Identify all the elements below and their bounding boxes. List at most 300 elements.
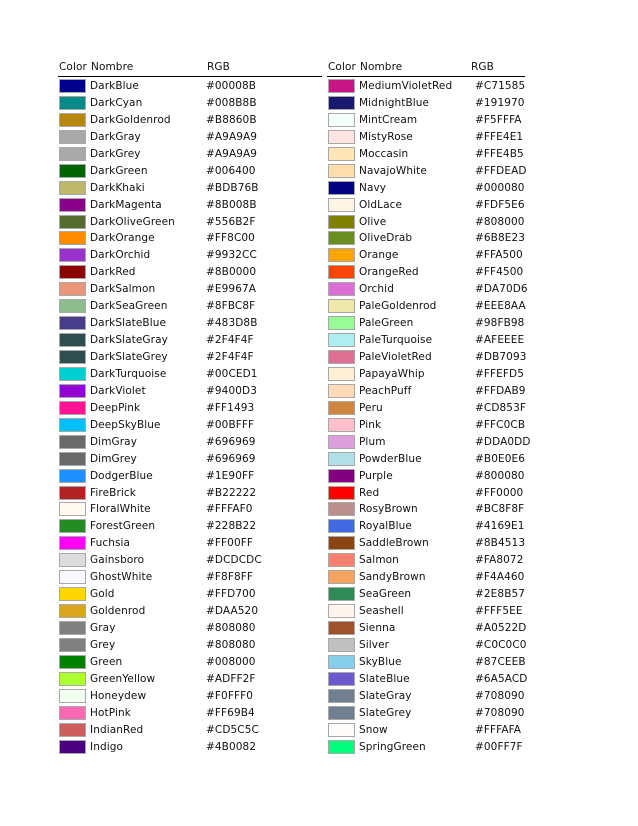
- color-row: [58, 620, 330, 637]
- color-row: [58, 129, 330, 146]
- color-row: [327, 671, 599, 688]
- color-swatch: [328, 553, 355, 567]
- color-swatch: [328, 316, 355, 330]
- color-hex-value: #FFD700: [206, 588, 256, 601]
- color-hex-value: #FFF5EE: [475, 605, 523, 618]
- color-row: [58, 180, 330, 197]
- color-swatch: [328, 96, 355, 110]
- color-row: [327, 705, 599, 722]
- color-name: DarkGreen: [90, 164, 148, 177]
- color-swatch: [59, 672, 86, 686]
- color-hex-value: #FF69B4: [206, 706, 255, 719]
- color-row: [327, 739, 599, 756]
- color-swatch: [59, 435, 86, 449]
- color-hex-value: #F4A460: [475, 571, 525, 584]
- color-swatch: [59, 723, 86, 737]
- color-swatch: [328, 113, 355, 127]
- color-hex-value: #EEE8AA: [475, 300, 526, 313]
- color-hex-value: #C71585: [475, 80, 526, 92]
- color-row: [58, 400, 330, 417]
- color-row: [327, 230, 599, 247]
- color-hex-value: #F8F8FF: [206, 571, 254, 584]
- color-hex-value: #B8860B: [206, 113, 257, 126]
- color-hex-value: #BC8F8F: [475, 503, 525, 516]
- color-row: [58, 197, 330, 214]
- color-name: DarkGrey: [90, 147, 141, 160]
- color-hex-value: #F0FFF0: [206, 689, 254, 702]
- color-hex-value: #00BFFF: [206, 418, 255, 431]
- color-swatch: [59, 706, 86, 720]
- color-name: DeepSkyBlue: [90, 418, 161, 431]
- color-row: [327, 264, 599, 281]
- color-row: [58, 332, 330, 349]
- color-hex-value: #A9A9A9: [206, 130, 258, 143]
- color-name: DarkGray: [90, 130, 141, 143]
- color-hex-value: #000080: [475, 181, 525, 194]
- color-name: DarkOrange: [90, 232, 155, 245]
- color-name: FireBrick: [90, 486, 136, 499]
- color-swatch: [59, 130, 86, 144]
- color-hex-value: #800080: [475, 469, 525, 482]
- color-swatch: [59, 215, 86, 229]
- color-swatch: [328, 231, 355, 245]
- color-hex-value: #2F4F4F: [206, 334, 254, 347]
- color-swatch: [328, 282, 355, 296]
- color-name: Gainsboro: [90, 554, 145, 567]
- color-swatch: [328, 570, 355, 584]
- color-swatch: [328, 502, 355, 516]
- color-hex-value: #FFA500: [475, 249, 523, 262]
- color-row: [327, 688, 599, 705]
- color-hex-value: #00008B: [206, 80, 257, 92]
- color-name: RoyalBlue: [359, 520, 412, 533]
- color-row: [58, 247, 330, 264]
- color-name: Pink: [359, 418, 382, 431]
- color-swatch: [59, 79, 86, 93]
- color-hex-value: #FA8072: [475, 554, 524, 567]
- color-name: RosyBrown: [359, 503, 418, 516]
- color-row: [58, 722, 330, 739]
- color-hex-value: #483D8B: [206, 317, 258, 330]
- color-row: [327, 654, 599, 671]
- color-hex-value: #9400D3: [206, 384, 257, 397]
- color-row: [327, 535, 599, 552]
- color-swatch: [328, 452, 355, 466]
- color-name: Orchid: [359, 283, 394, 296]
- color-name: DarkOrchid: [90, 249, 151, 262]
- color-name: Silver: [359, 638, 390, 651]
- color-hex-value: #808000: [475, 215, 525, 228]
- color-hex-value: #8B0000: [206, 266, 257, 279]
- color-hex-value: #DB7093: [475, 351, 527, 363]
- color-row: [327, 603, 599, 620]
- color-name: GreenYellow: [90, 672, 156, 685]
- color-row: [327, 620, 599, 637]
- color-row: [327, 349, 599, 366]
- color-swatch: [59, 248, 86, 262]
- color-row: [327, 722, 599, 739]
- color-swatch: [59, 299, 86, 313]
- header-name-label-left: Nombre: [91, 61, 134, 73]
- color-swatch: [59, 553, 86, 567]
- color-name: Purple: [359, 469, 393, 482]
- color-hex-value: #A0522D: [475, 622, 527, 634]
- color-name: OliveDrab: [359, 232, 413, 245]
- color-name: MediumVioletRed: [359, 80, 453, 92]
- color-swatch: [59, 367, 86, 381]
- color-hex-value: #FFDEAD: [475, 164, 527, 177]
- color-hex-value: #808080: [206, 638, 256, 651]
- color-swatch: [328, 164, 355, 178]
- color-hex-value: #CD5C5C: [206, 723, 259, 736]
- color-swatch: [328, 740, 355, 754]
- color-row: [58, 569, 330, 586]
- color-swatch: [59, 604, 86, 618]
- color-hex-value: #006400: [206, 164, 256, 177]
- color-hex-value: #00CED1: [206, 367, 258, 380]
- color-name: DodgerBlue: [90, 469, 153, 482]
- color-row: [327, 315, 599, 332]
- color-swatch: [59, 231, 86, 245]
- color-swatch: [328, 130, 355, 144]
- color-hex-value: #FF1493: [206, 401, 255, 414]
- color-row: [327, 637, 599, 654]
- color-row: [58, 417, 330, 434]
- color-name: DarkSlateBlue: [90, 317, 167, 330]
- color-row: [58, 230, 330, 247]
- color-swatch: [59, 570, 86, 584]
- color-row: [327, 552, 599, 569]
- color-name: SaddleBrown: [359, 537, 429, 550]
- color-hex-value: #E9967A: [206, 283, 257, 296]
- color-name: DarkBlue: [90, 80, 139, 92]
- color-name: DarkSeaGreen: [90, 300, 168, 313]
- color-name: DeepPink: [90, 401, 141, 414]
- color-name: Seashell: [359, 605, 404, 618]
- color-name: DarkViolet: [90, 384, 146, 397]
- color-swatch: [328, 147, 355, 161]
- color-row: [58, 739, 330, 756]
- color-row: [58, 349, 330, 366]
- color-hex-value: #DA70D6: [475, 283, 528, 296]
- color-swatch: [328, 215, 355, 229]
- color-row: [327, 112, 599, 129]
- color-swatch: [328, 689, 355, 703]
- color-name: OrangeRed: [359, 266, 419, 279]
- header-name-label-right: Nombre: [360, 61, 403, 73]
- color-row: [327, 78, 599, 95]
- color-swatch: [328, 418, 355, 432]
- color-hex-value: #B0E0E6: [475, 452, 526, 465]
- color-name: PeachPuff: [359, 384, 412, 397]
- color-hex-value: #DAA520: [206, 605, 259, 618]
- color-swatch: [328, 587, 355, 601]
- color-hex-value: #6B8E23: [475, 232, 526, 245]
- color-row: [58, 603, 330, 620]
- color-swatch: [59, 350, 86, 364]
- color-hex-value: #4169E1: [475, 520, 525, 533]
- color-name: Green: [90, 655, 123, 668]
- color-swatch: [59, 96, 86, 110]
- color-swatch: [328, 401, 355, 415]
- color-row: [327, 434, 599, 451]
- color-hex-value: #9932CC: [206, 249, 257, 262]
- color-row: [58, 366, 330, 383]
- color-name: Honeydew: [90, 689, 147, 702]
- color-row: [327, 501, 599, 518]
- color-row: [327, 298, 599, 315]
- color-row: [58, 552, 330, 569]
- color-hex-value: #DDA0DD: [475, 435, 531, 448]
- color-swatch: [59, 519, 86, 533]
- color-name: SkyBlue: [359, 655, 402, 668]
- color-name: PowderBlue: [359, 452, 422, 465]
- color-name: DarkCyan: [90, 96, 143, 109]
- header-rgb-label-right: RGB: [471, 61, 494, 73]
- color-row: [327, 569, 599, 586]
- color-row: [327, 400, 599, 417]
- color-name: GhostWhite: [90, 571, 153, 584]
- color-name: DarkGoldenrod: [90, 113, 171, 126]
- color-name: DimGray: [90, 435, 138, 448]
- color-row: [58, 468, 330, 485]
- color-hex-value: #708090: [475, 689, 525, 702]
- color-hex-value: #2F4F4F: [206, 351, 254, 363]
- header-rgb-label-left: RGB: [207, 61, 230, 73]
- color-swatch: [59, 333, 86, 347]
- color-name: Salmon: [359, 554, 399, 567]
- color-swatch: [59, 502, 86, 516]
- color-hex-value: #87CEEB: [475, 655, 526, 668]
- color-hex-value: #FDF5E6: [475, 198, 525, 211]
- color-swatch: [328, 536, 355, 550]
- color-name: DarkOliveGreen: [90, 215, 175, 228]
- color-swatch: [328, 79, 355, 93]
- color-name: Snow: [359, 723, 388, 736]
- color-hex-value: #191970: [475, 96, 525, 109]
- color-swatch: [59, 469, 86, 483]
- color-swatch: [328, 333, 355, 347]
- color-swatch: [59, 181, 86, 195]
- color-row: [327, 366, 599, 383]
- color-hex-value: #DCDCDC: [206, 554, 262, 567]
- color-swatch: [59, 401, 86, 415]
- color-row: [327, 214, 599, 231]
- color-hex-value: #FFE4E1: [475, 130, 524, 143]
- color-row: [327, 383, 599, 400]
- header-color-label-left: Color: [59, 61, 87, 73]
- color-name: Fuchsia: [90, 537, 131, 550]
- color-row: [327, 451, 599, 468]
- color-swatch: [59, 147, 86, 161]
- color-hex-value: #98FB98: [475, 317, 525, 330]
- color-row: [58, 315, 330, 332]
- color-row: [327, 417, 599, 434]
- color-row: [58, 501, 330, 518]
- color-name: DarkMagenta: [90, 198, 162, 211]
- color-hex-value: #ADFF2F: [206, 672, 256, 685]
- color-name: Indigo: [90, 740, 124, 753]
- color-swatch: [328, 299, 355, 313]
- color-row: [58, 298, 330, 315]
- color-hex-value: #2E8B57: [475, 588, 526, 601]
- color-hex-value: #8B008B: [206, 198, 257, 211]
- color-hex-value: #AFEEEE: [475, 334, 525, 347]
- color-swatch: [328, 638, 355, 652]
- color-swatch: [328, 519, 355, 533]
- color-hex-value: #FFFAFA: [475, 723, 522, 736]
- color-hex-value: #008000: [206, 655, 256, 668]
- color-name: SandyBrown: [359, 571, 426, 584]
- color-row: [58, 434, 330, 451]
- color-hex-value: #C0C0C0: [475, 638, 527, 651]
- color-table-right: [327, 78, 599, 756]
- color-swatch: [59, 198, 86, 212]
- color-hex-value: #008B8B: [206, 96, 257, 109]
- color-name: PaleVioletRed: [359, 351, 432, 363]
- color-swatch: [59, 282, 86, 296]
- color-row: [58, 95, 330, 112]
- color-name: PaleGreen: [359, 317, 414, 330]
- color-row: [58, 485, 330, 502]
- color-name: NavajoWhite: [359, 164, 427, 177]
- color-hex-value: #8FBC8F: [206, 300, 256, 313]
- color-name: FloralWhite: [90, 503, 151, 516]
- color-name: DarkKhaki: [90, 181, 145, 194]
- color-row: [58, 264, 330, 281]
- color-hex-value: #FF4500: [475, 266, 524, 279]
- header-color-label-right: Color: [328, 61, 356, 73]
- color-name: Olive: [359, 215, 387, 228]
- color-hex-value: #A9A9A9: [206, 147, 258, 160]
- color-name: SlateGrey: [359, 706, 412, 719]
- color-swatch: [328, 604, 355, 618]
- color-hex-value: #FFDAB9: [475, 384, 526, 397]
- color-hex-value: #696969: [206, 435, 256, 448]
- color-swatch: [328, 198, 355, 212]
- color-name: Goldenrod: [90, 605, 146, 618]
- color-name: MistyRose: [359, 130, 413, 143]
- color-swatch: [59, 164, 86, 178]
- color-hex-value: #FFFAF0: [206, 503, 253, 516]
- color-row: [327, 129, 599, 146]
- color-hex-value: #B22222: [206, 486, 257, 499]
- color-row: [327, 95, 599, 112]
- color-name: PapayaWhip: [359, 367, 425, 380]
- color-name: HotPink: [90, 706, 131, 719]
- color-row: [58, 78, 330, 95]
- header-divider-left: [58, 76, 322, 77]
- color-name: Plum: [359, 435, 386, 448]
- color-swatch: [328, 723, 355, 737]
- color-row: [58, 146, 330, 163]
- color-hex-value: #1E90FF: [206, 469, 255, 482]
- color-swatch: [59, 486, 86, 500]
- color-name: PaleGoldenrod: [359, 300, 437, 313]
- color-row: [58, 112, 330, 129]
- color-hex-value: #00FF7F: [475, 740, 523, 753]
- color-name: Grey: [90, 638, 116, 651]
- color-swatch: [328, 486, 355, 500]
- color-row: [58, 383, 330, 400]
- color-name: Red: [359, 486, 380, 499]
- color-row: [58, 654, 330, 671]
- color-swatch: [328, 350, 355, 364]
- color-swatch: [59, 316, 86, 330]
- color-row: [327, 586, 599, 603]
- color-swatch: [59, 740, 86, 754]
- color-name: Sienna: [359, 622, 396, 634]
- color-hex-value: #556B2F: [206, 215, 256, 228]
- color-hex-value: #FF0000: [475, 486, 524, 499]
- color-name: Gold: [90, 588, 115, 601]
- color-swatch: [59, 655, 86, 669]
- color-row: [58, 535, 330, 552]
- color-row: [327, 163, 599, 180]
- color-hex-value: #CD853F: [475, 401, 526, 414]
- color-name: SpringGreen: [359, 740, 426, 753]
- color-row: [58, 637, 330, 654]
- color-row: [58, 163, 330, 180]
- color-swatch: [59, 621, 86, 635]
- color-name: DarkRed: [90, 266, 136, 279]
- color-hex-value: #BDB76B: [206, 181, 259, 194]
- color-hex-value: #696969: [206, 452, 256, 465]
- color-hex-value: #FFEFD5: [475, 367, 525, 380]
- color-swatch: [328, 265, 355, 279]
- color-table-left: [58, 78, 330, 756]
- color-name: SlateBlue: [359, 672, 410, 685]
- color-hex-value: #8B4513: [475, 537, 526, 550]
- color-swatch: [59, 418, 86, 432]
- color-row: [327, 468, 599, 485]
- color-name: ForestGreen: [90, 520, 156, 533]
- color-swatch: [328, 384, 355, 398]
- color-name: Orange: [359, 249, 399, 262]
- color-row: [327, 247, 599, 264]
- color-swatch: [328, 367, 355, 381]
- color-swatch: [59, 638, 86, 652]
- color-name: DimGrey: [90, 452, 137, 465]
- color-swatch: [328, 469, 355, 483]
- color-hex-value: #FF8C00: [206, 232, 255, 245]
- color-name: MintCream: [359, 113, 418, 126]
- color-swatch: [59, 452, 86, 466]
- color-swatch: [59, 587, 86, 601]
- color-swatch: [328, 181, 355, 195]
- color-swatch: [328, 248, 355, 262]
- color-swatch: [59, 113, 86, 127]
- color-row: [327, 518, 599, 535]
- color-swatch: [59, 384, 86, 398]
- color-name: DarkTurquoise: [90, 367, 167, 380]
- color-row: [327, 197, 599, 214]
- color-row: [58, 451, 330, 468]
- color-row: [327, 332, 599, 349]
- color-hex-value: #FFE4B5: [475, 147, 524, 160]
- color-hex-value: #6A5ACD: [475, 672, 528, 685]
- color-name: SeaGreen: [359, 588, 412, 601]
- color-name: Peru: [359, 401, 383, 414]
- color-name: Navy: [359, 181, 387, 194]
- color-swatch: [328, 672, 355, 686]
- color-row: [58, 671, 330, 688]
- color-swatch: [328, 706, 355, 720]
- color-row: [327, 281, 599, 298]
- color-name: DarkSalmon: [90, 283, 156, 296]
- color-name: SlateGray: [359, 689, 412, 702]
- color-swatch: [59, 689, 86, 703]
